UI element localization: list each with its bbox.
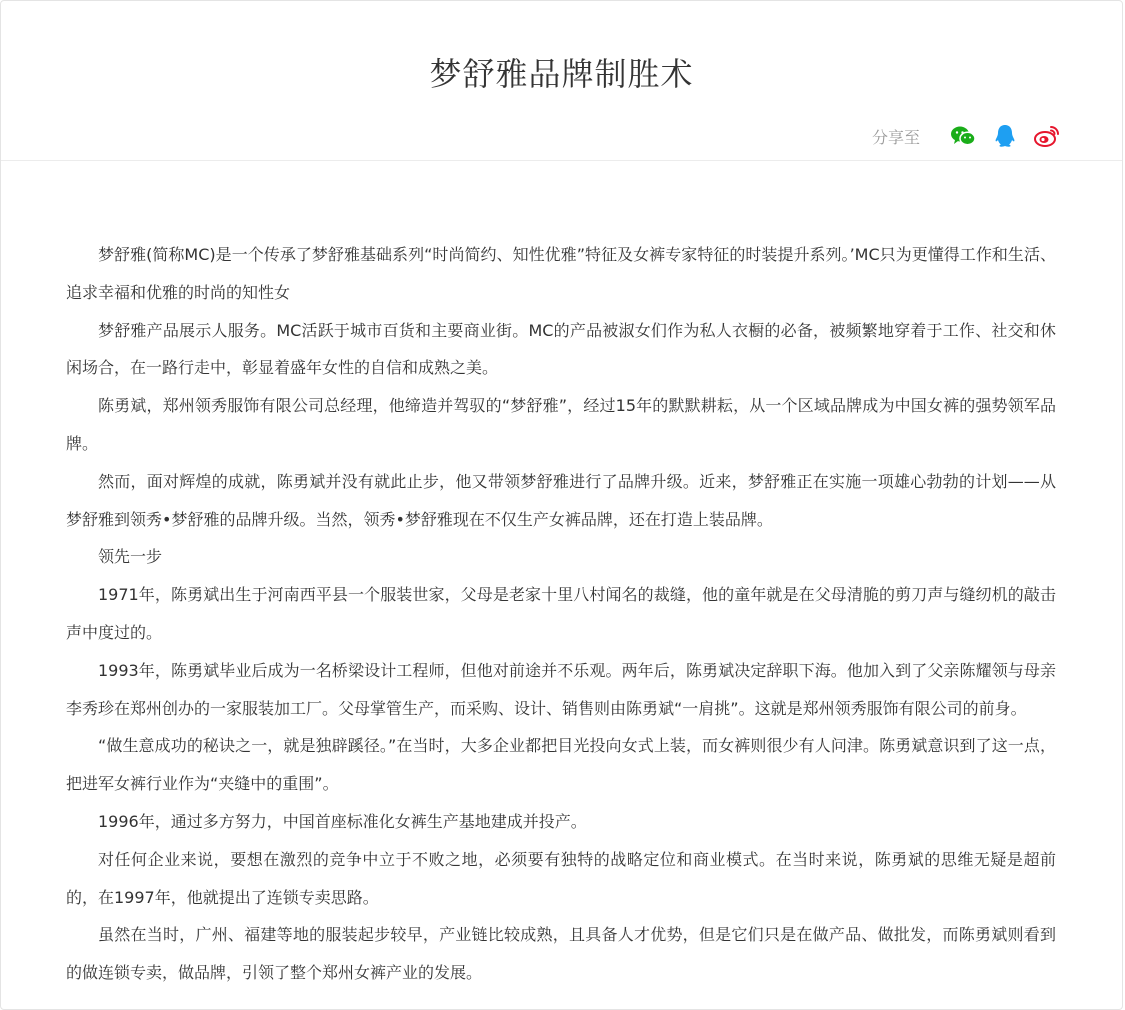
share-bar xyxy=(872,121,1060,151)
paragraph: 1996年，通过多方努力，中国首座标准化女裤生产基地建成并投产。 xyxy=(98,811,587,831)
paragraph: 虽然在当时，广州、福建等地的服装起步较早，产业链比较成熟，且具备人才优势，但是它们只是在做产品、做批发，而陈勇斌则看到的做连锁专卖，做品牌，引领了整个郑州女裤产业的发展。 xyxy=(66,925,1056,983)
paragraph: 对任何企业来说，要想在激烈的竞争中立于不败之地，必须要有独特的战略定位和商业模式。在当时来说，陈勇斌的思维无疑是超前的，在1997年，他就提出了连锁专卖思路。 xyxy=(66,849,1056,907)
paragraph: “做生意成功的秘诀之一，就是独辟蹊径。”在当时，大多企业都把目光投向女式上装，而女裤则很少有人问津。陈勇斌意识到了这一点，把进军女裤行业作为“夹缝中的重围”。 xyxy=(66,736,1056,794)
paragraph: 梦舒雅产品展示人服务。MC活跃于城市百货和主要商业街。MC的产品被淑女们作为私人衣橱的必备，被频繁地穿着于工作、社交和休闲场合，在一路行走中，彰显着盛年女性的自信和成熟之美。 xyxy=(66,320,1056,378)
share-label: 分享至 xyxy=(871,127,920,147)
section-heading: 领先一步 xyxy=(98,547,163,567)
paragraph: 然而，面对辉煌的成就，陈勇斌并没有就此止步，他又带领梦舒雅进行了品牌升级。近来，梦舒雅正在实施一项雄心勃勃的计划——从梦舒雅到领秀•梦舒雅的品牌升级。当然，领秀•梦舒雅现在不仅生产女裤品牌，还在打造上装品牌。 xyxy=(66,471,1056,529)
qq-icon[interactable] xyxy=(992,123,1018,149)
weibo-icon[interactable] xyxy=(1034,123,1060,149)
paragraph: 1971年，陈勇斌出生于河南西平县一个服装世家，父母是老家十里八村闻名的裁缝，他的童年就是在父母清脆的剪刀声与缝纫机的敲击声中度过的。 xyxy=(66,585,1056,642)
article-body xyxy=(66,236,1056,992)
article-title: 梦舒雅品牌制胜术 xyxy=(429,55,694,93)
article-header xyxy=(1,1,1122,161)
paragraph: 陈勇斌，郑州领秀服饰有限公司总经理，他缔造并驾驭的“梦舒雅”，经过15年的默默耕耘，从一个区域品牌成为中国女裤的强势领军品牌。 xyxy=(66,396,1056,453)
paragraph: 1993年，陈勇斌毕业后成为一名桥梁设计工程师，但他对前途并不乐观。两年后，陈勇斌决定辞职下海。他加入到了父亲陈耀领与母亲李秀珍在郑州创办的一家服装加工厂。父母掌管生产，而采购、设计、销售则由陈勇斌“一肩挑”。这就是郑州领秀服饰有限公司的前身。 xyxy=(66,660,1056,718)
wechat-icon[interactable] xyxy=(950,123,976,149)
paragraph: 梦舒雅(简称MC)是一个传承了梦舒雅基础系列“时尚简约、知性优雅”特征及女裤专家特征的时装提升系列。’MC只为更懂得工作和生活、追求幸福和优雅的时尚的知性女 xyxy=(66,245,1056,302)
